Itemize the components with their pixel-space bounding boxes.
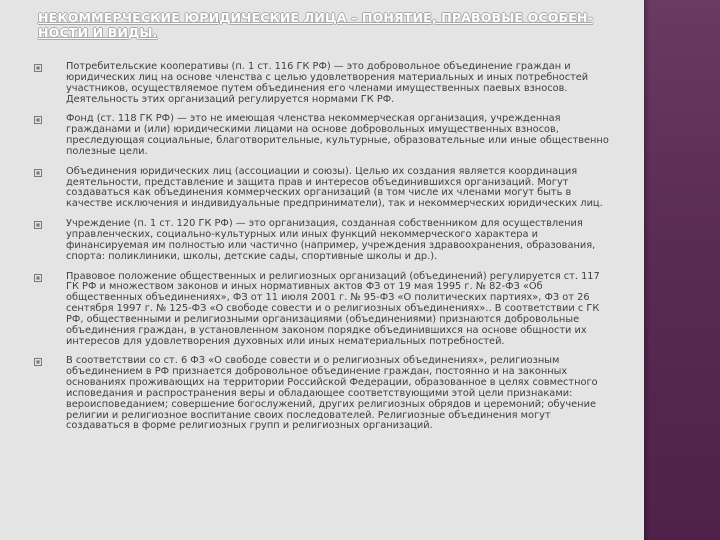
bullet-text: Потребительские кооперативы (п. 1 ст. 116 ГК РФ) — это добровольное объединение граждан и юридических лиц на основе членства с целью удовлетворения материальных и иных потребностей участников, осуществляемое путем объединения его членами имущественных паевых взносов. Деятельность этих организаций регулируется нормами ГК РФ. (66, 61, 589, 105)
ornament-bullet-icon (34, 169, 42, 177)
list-item-public-religious-organizations (34, 272, 609, 348)
bullet-list (34, 62, 609, 441)
bullet-text: Фонд (ст. 118 ГК РФ) — это не имеющая членства некоммерческая организация, учрежденная гражданами и (или) юридическими лицами на основе добровольных имущественных взносов, преследующая социальные, благотворительные, культурные, образовательные или иные общественно полезные цели. (66, 113, 609, 157)
ornament-bullet-icon (34, 64, 42, 72)
ornament-bullet-icon (34, 274, 42, 282)
list-item-fund (34, 114, 609, 157)
ornament-bullet-icon (34, 221, 42, 229)
list-item-institution (34, 219, 609, 262)
ornament-bullet-icon (34, 116, 42, 124)
list-item-consumer-cooperatives (34, 62, 609, 105)
list-item-religious-association (34, 356, 609, 432)
bullet-text: Учреждение (п. 1 ст. 120 ГК РФ) — это организация, созданная собственником для осуществления управленческих, социально-культурных или иных функций некоммерческого характера и финансируемая им полностью или частично (например, учреждения здравоохранения, образования, спорта: поликлиники, школы, детские сады, спортивные школы и др.). (66, 218, 596, 262)
bullet-text: Объединения юридических лиц (ассоциации и союзы). Целью их создания является координация деятельности, представление и защита прав и интересов объединившихся организаций. Могут создаваться как объединения коммерческих организаций (в том числе их членами могут быть в качестве исключения и индивидуальные предприниматели), так и некоммерческих юридических лиц. (66, 165, 603, 210)
slide-title: НЕКОММЕРЧЕСКИЕ ЮРИДИЧЕСКИЕ ЛИЦА – ПОНЯТИЕ, ПРАВОВЫЕ ОСОБЕН-НОСТИ И ВИДЫ. (38, 10, 593, 40)
bullet-text: В соответствии со ст. 6 ФЗ «О свободе совести и о религиозных объединениях», религиозным объединением в РФ признается добровольное объединение граждан, постоянно и на законных основаниях проживающих на территории Российской Федерации, образованное в целях совместного исповедания и распространения веры и обладающее соответствующими этой цели признаками: вероисповеданием; совершение богослужений, других религиозных обрядов и церемоний; обучение религии и религиозное воспитание своих последователей. Религиозные объединения могут создаваться в форме религиозных групп и религиозных организаций. (66, 355, 598, 432)
decorative-side-panel (644, 0, 720, 540)
list-item-legal-entity-associations (34, 167, 609, 210)
ornament-bullet-icon (34, 358, 42, 366)
bullet-text: Правовое положение общественных и религиозных организаций (объединений) регулируется ст. 117 ГК РФ и множеством законов и иных нормативных актов ФЗ от 19 мая 1995 г. № 82-ФЗ «Об общественных объединениях», ФЗ от 11 июля 2001 г. № 95-ФЗ «О политических партиях», ФЗ от 26 сентября 1997 г. № 125-ФЗ «О свободе совести и о религиозных объединениях».. В соответствии с ГК РФ, общественными и религиозными организациями (объединениями) признаются добровольные объединения граждан, в установленном законом порядке объединившихся на основе общности их интересов для удовлетворения духовных или иных нематериальных потребностей. (66, 270, 600, 347)
